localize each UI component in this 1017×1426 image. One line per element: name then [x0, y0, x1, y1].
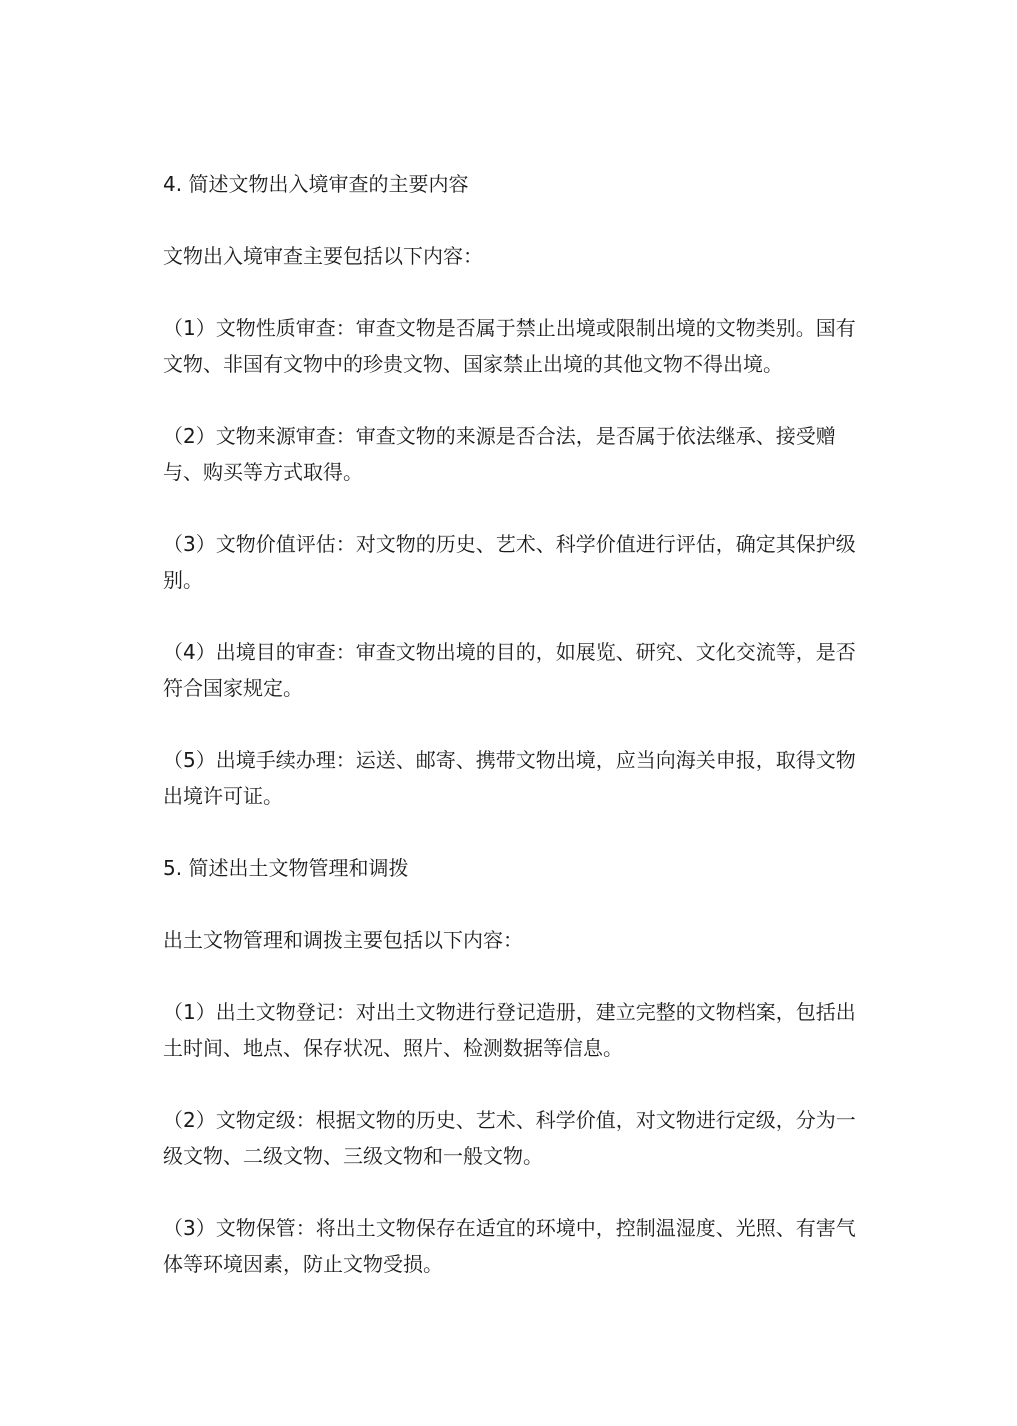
list-item: （2）文物定级：根据文物的历史、艺术、科学价值，对文物进行定级，分为一级文物、二级文物、三级文物和一般文物。 [163, 1108, 856, 1168]
list-item: （3）文物保管：将出土文物保存在适宜的环境中，控制温湿度、光照、有害气体等环境因素，防止文物受损。 [163, 1216, 856, 1276]
list-item: （1）出土文物登记：对出土文物进行登记造册，建立完整的文物档案，包括出土时间、地点、保存状况、照片、检测数据等信息。 [163, 1000, 856, 1060]
section-intro: 出土文物管理和调拨主要包括以下内容： [163, 928, 523, 952]
list-item: （1）文物性质审查：审查文物是否属于禁止出境或限制出境的文物类别。国有文物、非国有文物中的珍贵文物、国家禁止出境的其他文物不得出境。 [163, 316, 856, 376]
document-content [163, 166, 863, 1282]
list-item: （5）出境手续办理：运送、邮寄、携带文物出境，应当向海关申报，取得文物出境许可证。 [163, 748, 856, 808]
section-heading: 5. 简述出土文物管理和调拨 [163, 856, 409, 880]
section-heading: 4. 简述文物出入境审查的主要内容 [163, 172, 469, 196]
list-item: （3）文物价值评估：对文物的历史、艺术、科学价值进行评估，确定其保护级别。 [163, 532, 856, 592]
section-intro: 文物出入境审查主要包括以下内容： [163, 244, 483, 268]
list-item: （2）文物来源审查：审查文物的来源是否合法，是否属于依法继承、接受赠与、购买等方式取得。 [163, 424, 836, 484]
list-item: （4）出境目的审查：审查文物出境的目的，如展览、研究、文化交流等，是否符合国家规定。 [163, 640, 856, 700]
